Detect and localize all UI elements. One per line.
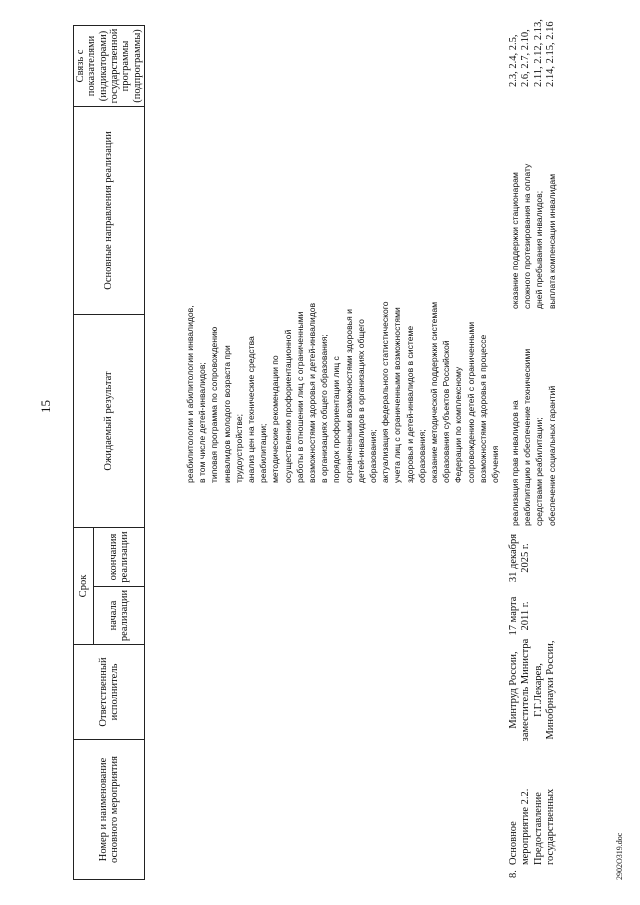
header-indicator-link: Связь с показателями (индикаторами) государственной программы (подпрограммы) xyxy=(73,25,145,107)
header-expected-result: Ожидаемый результат xyxy=(73,314,145,528)
row-number: 8. xyxy=(508,870,519,878)
measure-name: Основное мероприятие 2.2. Предоставление государственных xyxy=(508,788,556,865)
start-date: 17 марта 2011 г. xyxy=(508,596,532,636)
expected-result: реализация прав инвалидов на реабилитацию и обеспечение техническими средствами реабилитации; обеспечение социальных гарантий xyxy=(510,348,557,526)
end-date: 31 декабря 2025 г. xyxy=(508,533,532,583)
main-directions: оказание поддержки стационарам сложного протезирования на оплату дней пребывания инвалидов; выплата компенсации инвалидам xyxy=(510,163,557,309)
header-number-name: Номер и наименование основного мероприятия xyxy=(73,739,145,880)
page-number: 15 xyxy=(38,400,53,413)
header-term: Срок xyxy=(73,527,94,645)
footer-filename: 2902О319.doc xyxy=(615,832,624,880)
header-start: начала реализации xyxy=(93,586,145,645)
header-responsible: Ответственный исполнитель xyxy=(73,644,145,740)
indicator-link: 2.3, 2.4, 2.5, 2.6, 2.7, 2.10, 2.11, 2.12, 2.13, 2.14, 2.15, 2.16 xyxy=(508,19,556,87)
header-main-directions: Основные направления реализации xyxy=(73,106,145,315)
header-end: окончания реализации xyxy=(93,527,145,587)
expected-result-continuation: реабилитологии и абилитологии инвалидов, в том числе детей-инвалидов; типовая программа по сопровождению инвалидов молодого возраста при трудоустройстве; анализ цен на технические средства реабилитации; методические рекомендации по осуществлению профориентационной работы в отношении лиц с ограниченными возможностями здоровья и детей-инвалидов в организациях общего образования; порядок профориентации лиц с ограниченными возможностями здоровья и детей-инвалидов в организациях общего образования; актуализация федерального статистического учета лиц с ограниченными возможностями здоровья и детей-инвалидов в системе образования; оказание методической поддержки системам образования субъектов Российской Федерации по комплексному сопровождению детей с ограниченными возможностями здоровья в процессе обучения xyxy=(185,301,501,483)
responsible-executor: Минтруд России, заместитель Министра Г.Г.Лекарев, Минобрнауки России, xyxy=(508,638,556,742)
